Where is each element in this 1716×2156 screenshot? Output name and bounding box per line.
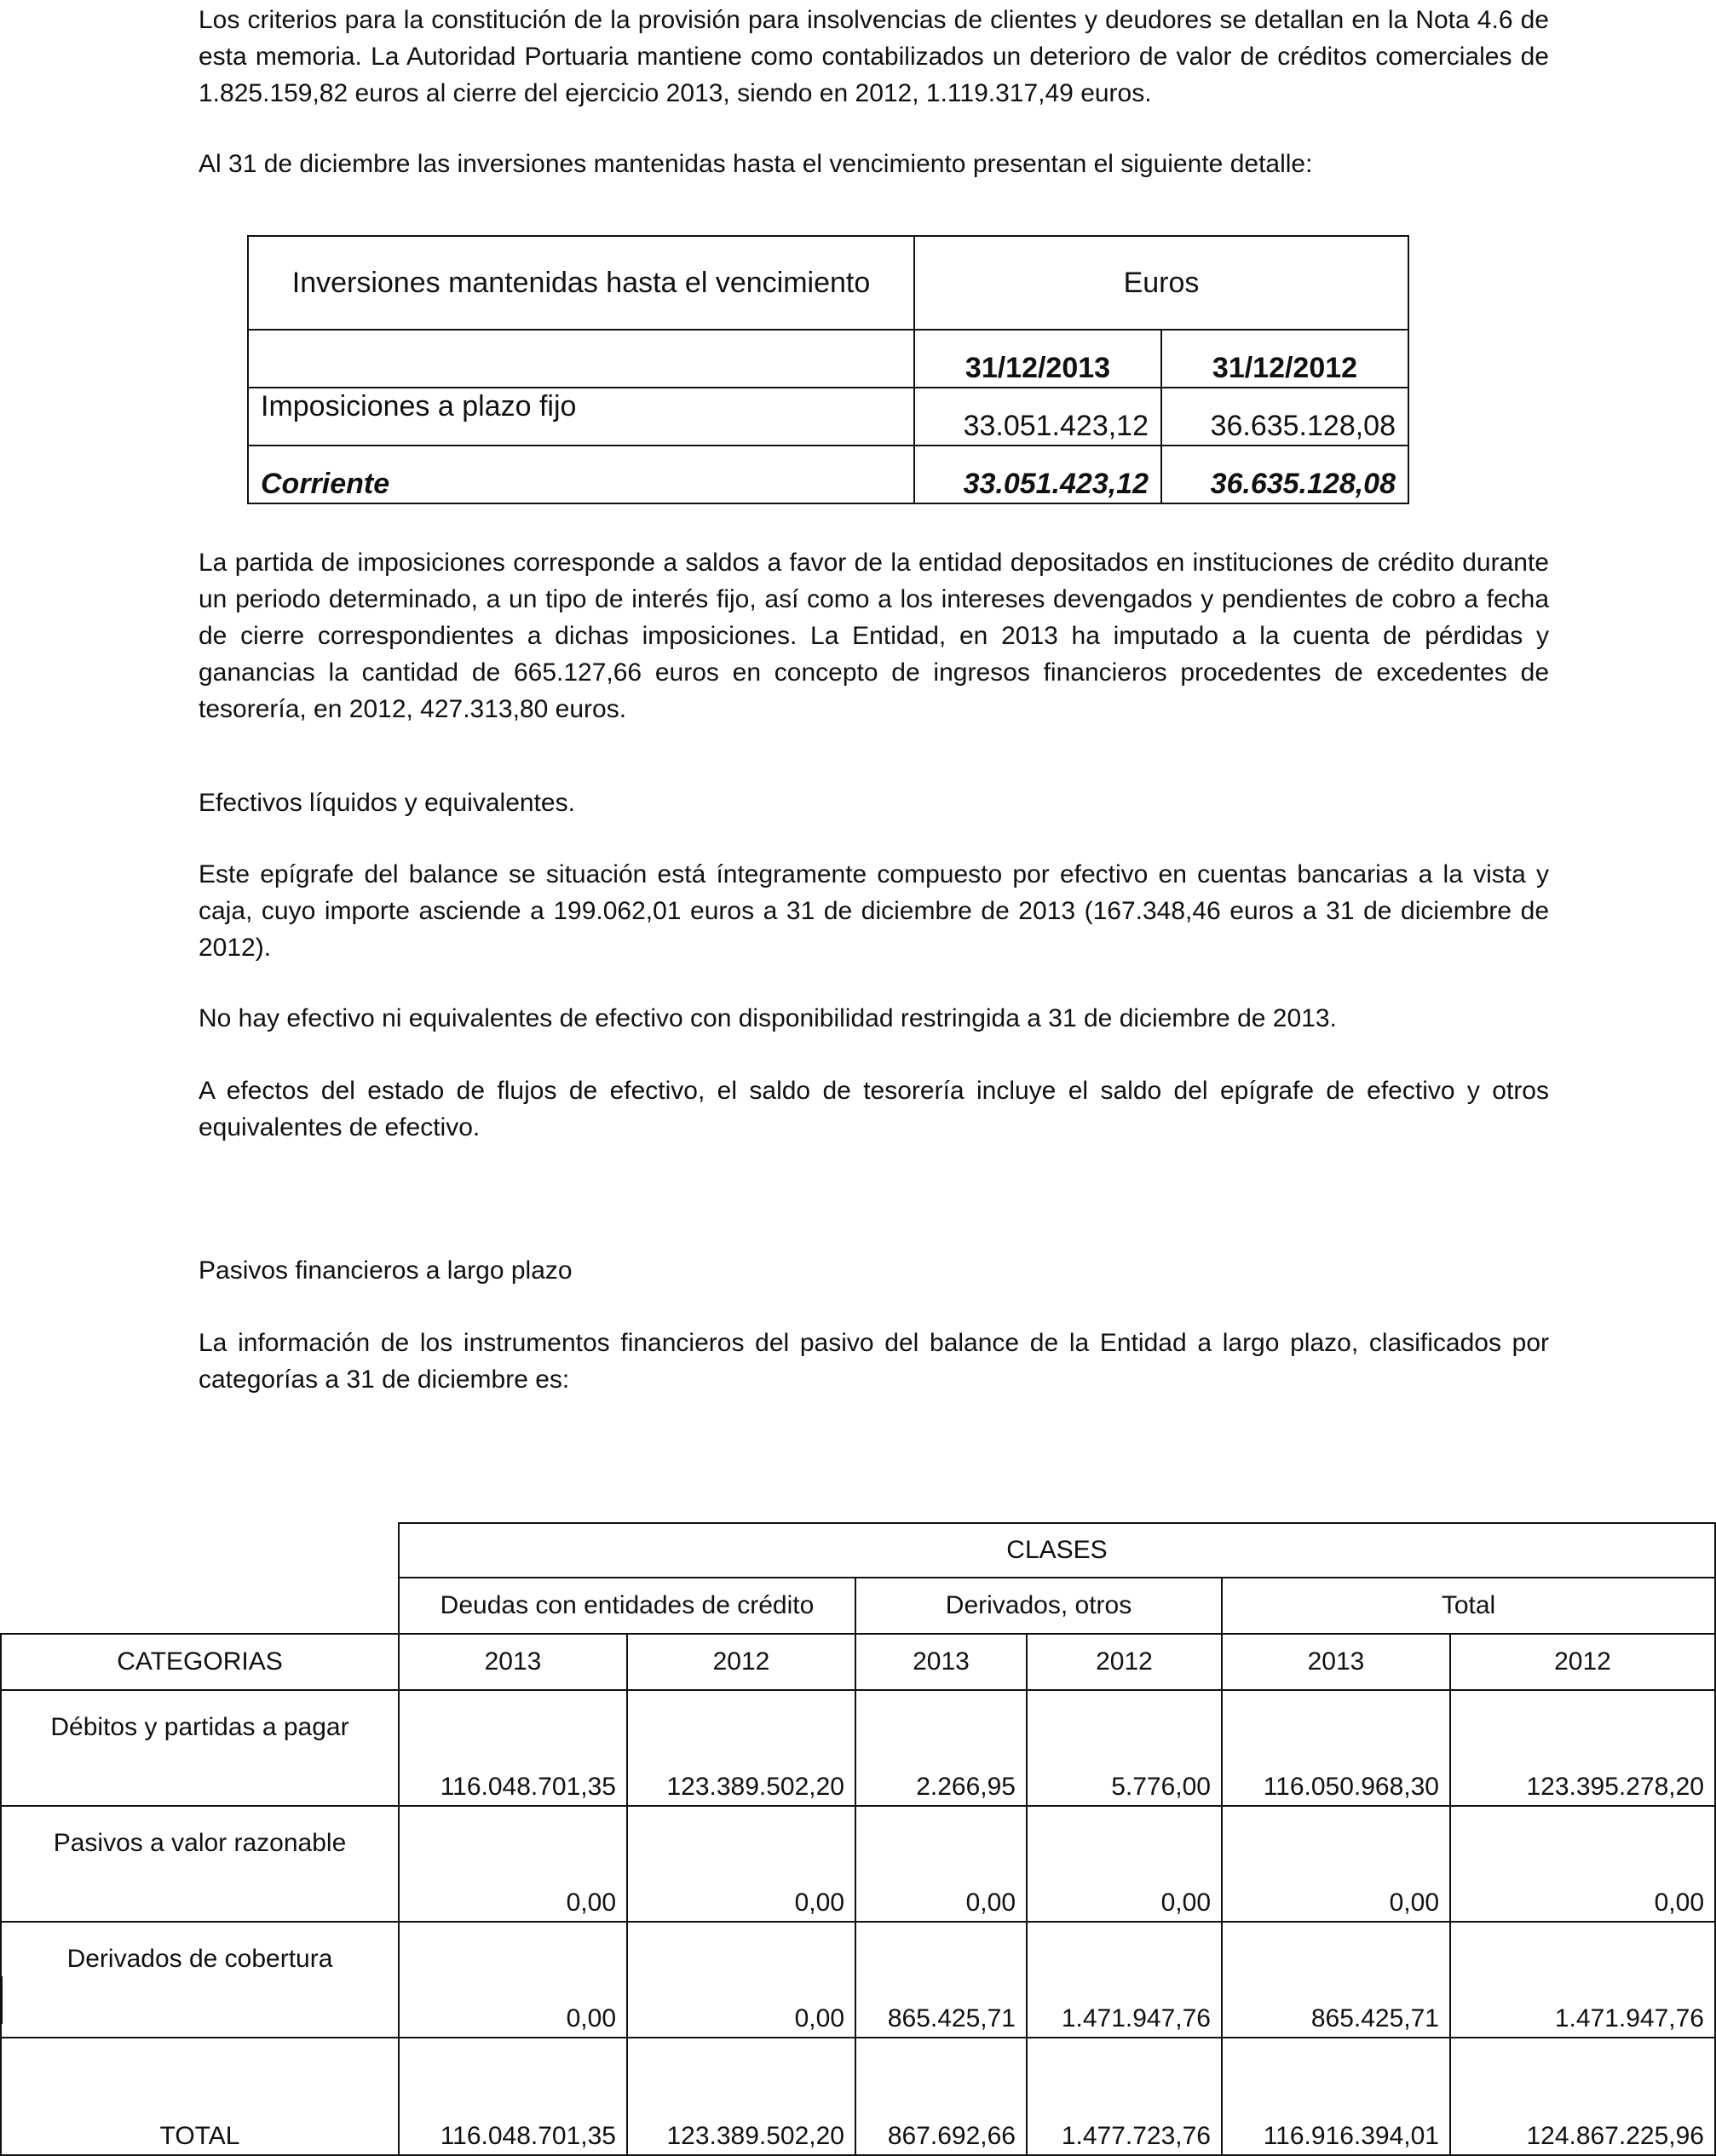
investments-header-label: Inversiones mantenidas hasta el vencimiento [248,236,914,330]
liabilities-total-cell: 116.048.701,35 [399,2038,627,2155]
liabilities-cell: 0,00 [627,1922,855,2038]
liabilities-cell: 0,00 [627,1806,855,1922]
liabilities-cell: 5.776,00 [1027,1690,1222,1806]
liabilities-row-label: Pasivos a valor razonable [1,1806,399,1922]
liabilities-cell: 1.471.947,76 [1450,1922,1715,2038]
liabilities-corner [1,1523,399,1578]
liabilities-cell: 2.266,95 [855,1690,1027,1806]
table-row [1,1806,1715,1922]
margin-mark [0,1976,3,2024]
heading-efectivos: Efectivos líquidos y equivalentes. [199,789,575,817]
liabilities-row-label: Débitos y partidas a pagar [1,1690,399,1806]
investments-header-euros: Euros [914,236,1408,330]
investments-row-2013: 33.051.423,12 [914,388,1161,446]
table-row [1,1922,1715,2038]
liabilities-cell: 865.425,71 [1222,1922,1450,2038]
liabilities-year: 2013 [1222,1634,1450,1690]
liabilities-categorias: CATEGORIAS [1,1634,399,1690]
paragraph-flujos: A efectos del estado de flujos de efectivo, el saldo de tesorería incluye el saldo del epígrafe de efectivo y otros equivalentes de efectivo. [199,1077,1549,1141]
investments-total-row [248,446,1408,503]
paragraph-epigrafe: Este epígrafe del balance se situación está íntegramente compuesto por efectivo en cuentas bancarias a la vista y caja, cuyo importe asciende a 199.062,01 euros a 31 de diciembre de 2013 (167.348,46 euros a 31 de diciembre de 2012). [199,860,1549,962]
liabilities-cell: 0,00 [1027,1806,1222,1922]
liabilities-year: 2013 [855,1634,1027,1690]
liabilities-total-cell: 116.916.394,01 [1222,2038,1450,2155]
liabilities-group-total: Total [1222,1578,1715,1634]
heading-pasivos: Pasivos financieros a largo plazo [199,1256,573,1285]
investments-header-row [248,236,1408,330]
liabilities-group-deudas: Deudas con entidades de crédito [399,1578,855,1634]
liabilities-group-derivados: Derivados, otros [855,1578,1222,1634]
liabilities-header-clases-row [1,1523,1715,1578]
liabilities-corner-2 [1,1578,399,1634]
liabilities-cell: 123.389.502,20 [627,1690,855,1806]
investments-dates-row [248,330,1408,388]
liabilities-table [0,1522,1716,2156]
liabilities-cell: 116.050.968,30 [1222,1690,1450,1806]
liabilities-row-label: Derivados de cobertura [1,1922,399,2038]
liabilities-cell: 1.471.947,76 [1027,1922,1222,2038]
liabilities-year: 2012 [627,1634,855,1690]
investments-total-2013: 33.051.423,12 [914,446,1161,503]
liabilities-total-cell: 123.389.502,20 [627,2038,855,2155]
paragraph-provision: Los criterios para la constitución de la provisión para insolvencias de clientes y deudores se detallan en la Nota 4.6 de esta memoria. La Autoridad Portuaria mantiene como contabilizados un deterioro de valor de créditos comerciales de 1.825.159,82 euros al cierre del ejercicio 2013, siendo en 2012, 1.119.317,49 euros. [199,6,1549,107]
liabilities-cell: 0,00 [399,1922,627,2038]
liabilities-clases: CLASES [399,1523,1715,1578]
investments-date-2012: 31/12/2012 [1161,330,1408,388]
liabilities-cell: 0,00 [399,1806,627,1922]
paragraph-restringida: No hay efectivo ni equivalentes de efectivo con disponibilidad restringida a 31 de diciembre de 2013. [199,1004,1337,1032]
investments-row-2012: 36.635.128,08 [1161,388,1408,446]
liabilities-total-cell: 124.867.225,96 [1450,2038,1715,2155]
table-row [1,1690,1715,1806]
table-row [248,388,1408,446]
liabilities-header-years-row [1,1634,1715,1690]
liabilities-header-groups-row [1,1578,1715,1634]
liabilities-cell: 116.048.701,35 [399,1690,627,1806]
liabilities-cell: 865.425,71 [855,1922,1027,2038]
liabilities-year: 2012 [1027,1634,1222,1690]
liabilities-total-label: TOTAL [1,2038,399,2155]
investments-dates-empty [248,330,914,388]
investments-total-2012: 36.635.128,08 [1161,446,1408,503]
liabilities-year: 2013 [399,1634,627,1690]
liabilities-cell: 123.395.278,20 [1450,1690,1715,1806]
liabilities-cell: 0,00 [855,1806,1027,1922]
investments-total-label: Corriente [248,446,914,503]
liabilities-total-cell: 867.692,66 [855,2038,1027,2155]
paragraph-pasivos-info: La información de los instrumentos financieros del pasivo del balance de la Entidad a largo plazo, clasificados por categorías a 31 de diciembre es: [199,1329,1549,1394]
investments-table [247,235,1409,504]
investments-row-label: Imposiciones a plazo fijo [248,388,914,446]
liabilities-year: 2012 [1450,1634,1715,1690]
investments-date-2013: 31/12/2013 [914,330,1161,388]
liabilities-total-row [1,2038,1715,2155]
paragraph-inversiones-intro: Al 31 de diciembre las inversiones mantenidas hasta el vencimiento presentan el siguiente detalle: [199,150,1313,178]
paragraph-imposiciones: La partida de imposiciones corresponde a saldos a favor de la entidad depositados en instituciones de crédito durante un periodo determinado, a un tipo de interés fijo, así como a los intereses devengados y pendientes de cobro a fecha de cierre correspondientes a dichas imposiciones. La Entidad, en 2013 ha imputado a la cuenta de pérdidas y ganancias la cantidad de 665.127,66 euros en concepto de ingresos financieros procedentes de excedentes de tesorería, en 2012, 427.313,80 euros. [199,549,1549,723]
liabilities-cell: 0,00 [1450,1806,1715,1922]
liabilities-total-cell: 1.477.723,76 [1027,2038,1222,2155]
liabilities-cell: 0,00 [1222,1806,1450,1922]
